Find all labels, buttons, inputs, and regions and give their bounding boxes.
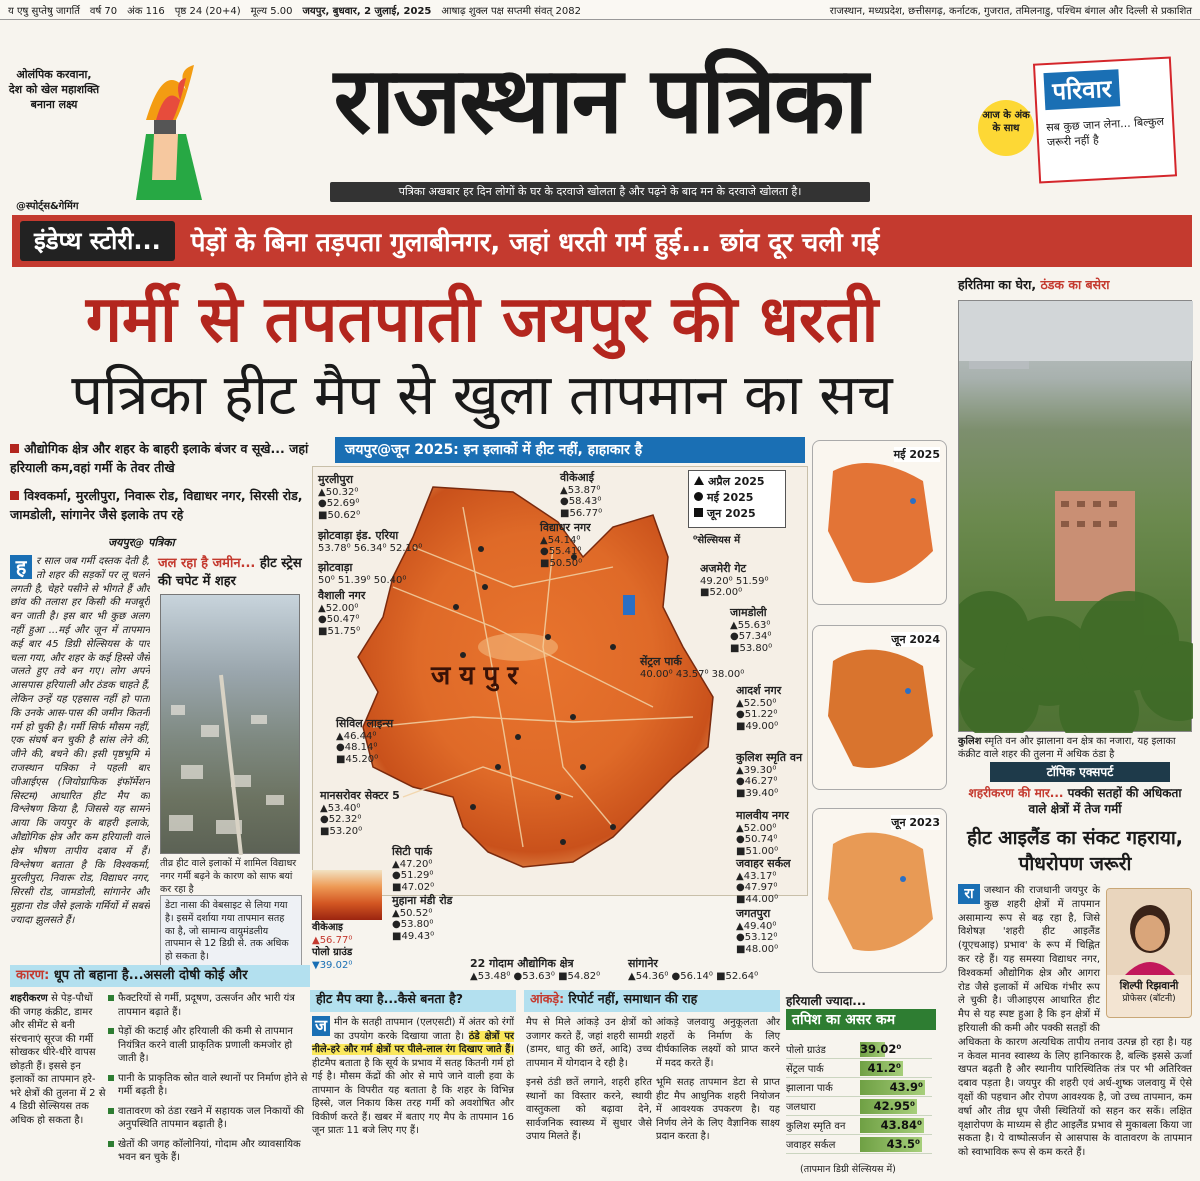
area-label: झोटवाड़ा इंड. एरिया 53.78⁰ 56.34⁰ 52.10⁰ xyxy=(318,529,423,554)
bar-row xyxy=(786,1097,932,1116)
bar-category-label: जवाहर सर्कल xyxy=(786,1140,836,1151)
cause-heading xyxy=(10,965,310,987)
bar: 43.84⁰ xyxy=(860,1118,924,1133)
caption-bold: कुलिश xyxy=(958,736,982,747)
right-drop-cap: रा xyxy=(958,884,980,904)
bullet-2 xyxy=(10,487,310,525)
area-label: वैशाली नगर ▲52.00⁰ ●50.47⁰ ■51.75⁰ xyxy=(318,589,366,637)
expert-avatar xyxy=(1107,889,1192,975)
how-made-highlight: ठंडे क्षेत्रों पर नीले-हरे और गर्म क्षेत्रों पर पीले-लाल रंग दिखाए जाते हैं। xyxy=(312,1030,514,1056)
newspaper-logo[interactable]: राजस्थान पत्रिका xyxy=(333,46,867,154)
heat-island-body xyxy=(958,884,1192,1160)
green-bar-chart xyxy=(786,1040,932,1154)
area-label: वीकेआई ▲53.87⁰ ●58.43⁰ ■56.77⁰ xyxy=(560,471,603,519)
with-issue-badge: आज के अंक के साथ xyxy=(978,100,1034,156)
area-label: जवाहर सर्कल ▲43.17⁰ ●47.97⁰ ■44.00⁰ xyxy=(736,857,791,905)
figures-point: भूमि सतह तापमान डेटा से प्राप्त हीट मैप आधुनिक शहरी नियोजन में आवश्यक उपकरण है। यह निर्णय लेने के लिए वैज्ञानिक साक्ष्य प्रदान करता है। xyxy=(656,1077,780,1143)
map-thumbnail-june-2024[interactable]: जून 2024 xyxy=(812,625,947,790)
map-thumbnail-may-2025[interactable]: मई 2025 xyxy=(812,440,947,605)
bar: 43.9⁰ xyxy=(860,1080,925,1095)
figures-heading xyxy=(524,990,780,1012)
bar-row xyxy=(786,1135,932,1154)
byline: जयपुर@ पत्रिका xyxy=(108,536,175,549)
bar-category-label: कुलिश स्मृति वन xyxy=(786,1121,846,1132)
parivar-brand: परिवार xyxy=(1043,69,1120,110)
green-chart-heading xyxy=(786,992,936,1030)
legend-april: अप्रैल 2025 xyxy=(694,474,780,490)
green-chart-title-b: तपिश का असर कम xyxy=(786,1009,936,1030)
unit-label: ⁰सेल्सियस में xyxy=(693,535,741,546)
area-label: मानसरोवर सेक्टर 5 ▲53.40⁰ ●52.32⁰ ■53.20⁰ xyxy=(320,789,400,837)
expert-name: शिल्पी रिझवानी xyxy=(1119,979,1179,992)
temperature-scale xyxy=(312,870,382,920)
legend-june: जून 2025 xyxy=(694,506,780,522)
topic-sub: पक्की सतहों की अधिकता वाले क्षेत्रों में तेज गर्मी xyxy=(1028,786,1182,816)
bar: 39.02⁰ xyxy=(860,1041,902,1056)
sports-promo-tag: @स्पोर्ट्स&गेमिंग xyxy=(16,201,79,212)
how-made-body xyxy=(312,1016,514,1138)
area-label: अजमेरी गेट 49.20⁰ 51.59⁰ ■52.00⁰ xyxy=(700,562,769,599)
aerial-photo-caption: तीव्र हीट वाले इलाकों में शामिल विद्याधर नगर गर्मी बढ़ने के कारण को साफ बयां कर रहा है xyxy=(160,858,297,895)
bar-category-label: झालाना पार्क xyxy=(786,1083,833,1094)
expert-role: प्रोफेसर (बॉटनी) xyxy=(1122,993,1176,1004)
heat-island-headline[interactable]: हीट आइलैंड का संकट गहराया, पौधरोपण जरूरी xyxy=(966,827,1183,875)
area-label: जामडोली ▲55.63⁰ ●57.34⁰ ■53.80⁰ xyxy=(730,606,773,654)
area-label: सिविल लाइन्स ▲46.44⁰ ●48.14⁰ ■45.20⁰ xyxy=(336,717,394,765)
area-label: सिटी पार्क ▲47.20⁰ ●51.29⁰ ■47.02⁰ xyxy=(392,845,435,893)
lead-article-body xyxy=(10,555,150,955)
figures-col1 xyxy=(526,1016,652,1144)
parivar-card xyxy=(1033,56,1177,183)
cause-point: पेड़ों की कटाई और हरियाली की कमी से तापमान नियंत्रित करने वाली प्राकृतिक प्रणाली कमजोर हो जाती है। xyxy=(108,1025,308,1066)
motto: य एषु सुप्तेषु जागर्ति xyxy=(8,5,80,17)
bar: 41.2⁰ xyxy=(860,1061,903,1076)
date: जयपुर, बुधवार, 2 जुलाई, 2025 xyxy=(302,5,432,17)
cause-title: धूप तो बहाना है...असली दोषी कोई और xyxy=(53,968,248,983)
how-made-heading xyxy=(310,990,516,1012)
expert-box xyxy=(1106,888,1192,1018)
nasa-data-note: डेटा नासा की वेबसाइट से लिया गया है। इसमें दर्शाया गया तापमान सतह का है, जो सामान्य वायुमंडलीय तापमान से 12 डिग्री से. तक अधिक हो सकता है। xyxy=(160,895,302,969)
green-chart-title-a: हरियाली ज्यादा... xyxy=(786,994,866,1008)
bar-category-label: जलधारा xyxy=(786,1102,816,1113)
topic-red: शहरीकरण की मार... xyxy=(968,786,1064,800)
sports-promo-text: ओलंपिक करवाना, देश को खेल महाशक्ति बनाना लक्ष्य xyxy=(8,68,100,111)
inset-title-red: जल रहा है जमीन... xyxy=(158,556,256,571)
figures-col2 xyxy=(656,1016,780,1144)
area-label: मालवीय नगर ▲52.00⁰ ●50.74⁰ ■51.00⁰ xyxy=(736,809,789,857)
bar-row xyxy=(786,1040,932,1059)
area-label: मुरलीपुरा ▲50.32⁰ ●52.69⁰ ■50.62⁰ xyxy=(318,473,361,521)
figures-point: इनसे ठंडी छतें लगाने, शहरी हरित स्थानों का विस्तार करने, स्थायी वास्तुकला को बढ़ावा देने, सार्वजनिक स्वास्थ्य में सुधार जैसे उपाय मिलते हैं। xyxy=(526,1077,652,1143)
city-label: ज य पु र xyxy=(431,661,518,691)
legend-may: मई 2025 xyxy=(694,490,780,506)
bar: 42.95⁰ xyxy=(860,1099,917,1114)
urbanization-text: से पेड़-पौधों की जगह कंक्रीट, डामर और सीमेंट से बनी संरचनाएं सूरज की गर्मी सोखकर धीरे-धीरे वापस छोड़ती हैं। इससे इन इलाकों का तापमान हरे-भरे क्षेत्रों की तुलना में 2 से 4 डिग्री सेल्सियस तक अधिक हो सकता है। xyxy=(10,993,106,1126)
caption-text: स्मृति वन और झालाना वन क्षेत्र का नजारा, यह इलाका कंक्रीट वाले शहर की तुलना में अधिक ठंडा है xyxy=(958,736,1176,761)
urbanization-bold: शहरीकरण xyxy=(10,993,48,1004)
area-label: सांगानेर ▲54.36⁰ ●56.14⁰ ■52.64⁰ xyxy=(628,957,759,982)
year: वर्ष 70 xyxy=(89,5,118,17)
indepth-story-band xyxy=(12,215,1192,267)
issue: अंक 116 xyxy=(127,5,165,17)
bullet-2-text: विश्वकर्मा, मुरलीपुरा, निवारू रोड, विद्याधर नगर, सिरसी रोड, जामडोली, सांगानेर जैसे इलाके तप रहे xyxy=(10,488,303,522)
story-kicker: पेड़ों के बिना तड़पता गुलाबीनगर, जहां धरती गर्म हुई... छांव दूर चली गई xyxy=(190,228,880,258)
main-headline[interactable]: गर्मी से तपतपाती जयपुर की धरती xyxy=(85,283,879,357)
cause-point: वातावरण को ठंडा रखने में सहायक जल निकायों की अनुपस्थिति तापमान बढ़ाती है। xyxy=(108,1105,308,1132)
how-made-text-b: हीटमैप बताता है कि सूर्य के प्रभाव में सतह कितनी गर्म हो गई है। मौसम केंद्रों की ओर से मापे जाने वाली हवा के तापमान के विपरीत यह बताता है कि शहर के विभिन्न हिस्से, जल निकाय किस तरह गर्मी को अवशोषित और विकीर्ण करते हैं। खबर में बताए गए मैप के तापमान 16 जून प्रातः 11 बजे लिए गए हैं। xyxy=(312,1057,514,1137)
tagline: पत्रिका अखबार हर दिन लोगों के घर के दरवाजे खोलता है और पढ़ने के बाद मन के दरवाजे खोलता है। xyxy=(330,182,870,202)
map-legend xyxy=(688,470,786,528)
aerial-city-photo xyxy=(160,594,300,854)
area-label: जगतपुरा ▲49.40⁰ ●53.12⁰ ■48.00⁰ xyxy=(736,907,779,955)
bar-category-label: पोलो ग्राउंड xyxy=(786,1045,826,1056)
area-label: मुहाना मंडी रोड ▲50.52⁰ ●53.80⁰ ■49.43⁰ xyxy=(392,894,453,942)
price: मूल्य 5.00 xyxy=(250,5,293,17)
bar-category-label: सेंट्रल पार्क xyxy=(786,1064,824,1075)
map-thumbnail-june-2023[interactable]: जून 2023 xyxy=(812,808,947,973)
cause-point: पानी के प्राकृतिक स्रोत वाले स्थानों पर निर्माण होने से गर्मी बढ़ती है। xyxy=(108,1072,308,1099)
area-label: कुलिश स्मृति वन ▲39.30⁰ ●46.27⁰ ■39.40⁰ xyxy=(736,751,803,799)
how-made-text-a: मीन के सतही तापमान (एलएसटी) में अंतर को रंगों का उपयोग करके दिखाया जाता है। xyxy=(334,1017,514,1042)
figures-title-red: आंकड़े: xyxy=(530,991,565,1006)
cause-point: खेतों की जगह कॉलोनियां, गोदाम और व्यावसायिक भवन बन चुके हैं। xyxy=(108,1138,308,1165)
area-label: विद्याधर नगर ▲54.14⁰ ●55.41⁰ ■50.50⁰ xyxy=(540,521,591,569)
how-made-drop: ज xyxy=(312,1016,330,1036)
figures-point: मैप से मिले आंकड़े उन क्षेत्रों को उजागर करते हैं, जहां शहरी सामग्री (डामर, धातु की छतें, आदि) उच्च तापमान में योगदान दे रही है। xyxy=(526,1017,652,1069)
forest-photo-caption xyxy=(958,735,1192,761)
torch-illustration xyxy=(116,60,212,200)
parivar-supplement-promo[interactable] xyxy=(978,50,1190,190)
editions: राजस्थान, मध्यप्रदेश, छत्तीसगढ़, कर्नाटक, गुजरात, तमिलनाडु, पश्चिम बंगाल और दिल्ली से प्रकाशित xyxy=(829,5,1192,17)
bar: 43.5⁰ xyxy=(860,1137,922,1152)
drop-cap: ह xyxy=(10,555,32,579)
area-label: 22 गोदाम औद्योगिक क्षेत्र ▲53.48⁰ ●53.63⁰ ■54.82⁰ xyxy=(470,957,601,982)
cause-points xyxy=(108,992,308,1171)
forest-photo xyxy=(958,300,1192,732)
inset-heading xyxy=(158,555,304,590)
top-info-bar xyxy=(0,0,1200,20)
bar-row xyxy=(786,1059,932,1078)
cause-point: फैक्टरियों से गर्मी, प्रदूषण, उत्सर्जन और भारी यंत्र तापमान बढ़ाते हैं। xyxy=(108,992,308,1019)
indepth-label: इंडेप्थ स्टोरी... xyxy=(20,221,175,261)
lead-text: र साल जब गर्मी दस्तक देती है, तो शहर की सड़कों पर लू चलने लगती है, चेहरे पसीने से भीगते हैं और छांव की तलाश हर किसी की मजबूरी बन जाती है। इस बार भी कुछ अलग नहीं हुआ ...मई और जून में तापमान कई बार 45 डिग्री सेल्सियस के पार चला गया, और शहर के कई हिस्से जैसे जलते हुए तवे बन गए। लोग अपने आसपास हरियाली और ठंडक चाहते हैं, लेकिन उन्हें यह एहसास नहीं हो पाता कि उनके आस-पास की जमीन कितनी गर्म हो चुकी है। गर्मी सिर्फ मौसम नहीं, एक संघर्ष बन चुकी है सांस लेने की, जीने की, बचने की। इसी पृष्ठभूमि में राजस्थान पत्रिका ने पहली बार जीआईएस (जियोग्राफिक इंफॉर्मेशन सिस्टम) आधारित हीट मैप का विश्लेषण किया है, जिससे यह सामने आया कि जयपुर के बाहरी इलाके, औद्योगिक क्षेत्र और कम हरियाली वाले क्षेत्र भीषण तापीय दबाव में हैं। विश्लेषण बताता है कि विश्वकर्मा, मुरलीपुरा, निवारू रोड, विद्याधर नगर, सिरसी रोड, जामडोली, सांगानेर और मुहाना रोड जैसे इलाके गर्मियों में सबसे ज्यादा झुलसते हैं। xyxy=(10,556,150,926)
area-label: झोटवाड़ा 50⁰ 51.39⁰ 50.40⁰ xyxy=(318,561,407,586)
bullet-1 xyxy=(10,440,310,478)
urbanization-note xyxy=(10,992,106,1127)
sub-headline: पत्रिका हीट मैप से खुला तापमान का सच xyxy=(71,363,893,428)
figures-point: आंकड़े जलवायु अनुकूलता और शहरों के निर्माण के लिए दीर्घकालिक लक्ष्यों को प्राप्त करने में मदद करते हैं। xyxy=(656,1017,780,1069)
bullet-1-text: औद्योगिक क्षेत्र और शहर के बाहरी इलाके बंजर व सूखे... जहां हरियाली कम,वहां गर्मी के तेवर तीखे xyxy=(10,441,309,475)
pages: पृष्ठ 24 (20+4) xyxy=(174,5,241,17)
green-chart-note: (तापमान डिग्री सेल्सियस में) xyxy=(800,1164,896,1175)
parivar-subtitle: सब कुछ जान लेना... बिल्कुल जरूरी नहीं है xyxy=(1045,114,1165,150)
inset-title: हीट स्ट्रेस की चपेट में शहर xyxy=(158,556,302,589)
scale-labels: वीकेआइ ▲56.77⁰ पोलो ग्राउंड ▼39.02⁰ xyxy=(312,922,353,971)
right-photo-title-b: ठंडक का बसेरा xyxy=(1040,277,1110,292)
area-label: आदर्श नगर ▲52.50⁰ ●51.22⁰ ■49.00⁰ xyxy=(736,684,782,732)
bar-row xyxy=(786,1078,932,1097)
sports-promo[interactable] xyxy=(8,50,220,212)
figures-title: रिपोर्ट नहीं, समाधान की राह xyxy=(568,991,698,1006)
how-made-title: हीट मैप क्या है...कैसे बनता है? xyxy=(316,991,463,1006)
cause-label: कारण: xyxy=(16,968,50,983)
bar-row xyxy=(786,1116,932,1135)
area-label: सेंट्रल पार्क 40.00⁰ 43.57⁰ 38.00⁰ xyxy=(640,655,745,680)
right-body-text: जस्थान की राजधानी जयपुर के कुछ शहरी क्षेत्रों में तापमान असामान्य रूप से बढ़ रहा है, जिसे विशेषज्ञ 'शहरी हीट आइलैंड (यूएचआइ) प्रभाव' के रूप में चिह्नित कर रहे हैं। यह समस्या विद्याधर नगर, विश्वकर्मा औद्योगिक क्षेत्र और आगरा रोड जैसे इलाकों में अधिक गंभीर रूप ले चुकी है। जीआइएस आधारित हीट मैप से यह स्पष्ट हुआ है कि इन क्षेत्रों में हरियाली की कमी और पक्की सतहों की अधिकता के कारण अत्यधिक तापीय तनाव उत्पन्न हो रहा है। यह न केवल मानव स्वास्थ्य के लिए हानिकारक है, बल्कि इससे ऊर्जा खपत बढ़ती है और स्थानीय पारिस्थितिक तंत्र पर भी अतिरिक्त दबाव पड़ता है। जयपुर की शहरी एवं अर्ध-शुष्क जलवायु में ऐसे वृक्षों की पहचान और रोपण आवश्यक है, जो उच्च तापमान, कम वर्षा और तीव्र धूप जैसी स्थितियों को सहन कर सकें। लक्षित वृक्षारोपण के माध्यम से हीट आइलैंड प्रभाव से मुकाबला किया जा सकता है। ये वाष्पोत्सर्जन से आसपास के वातावरण के तापमान को स्वाभाविक रूप से कम करते हैं। xyxy=(958,885,1192,1159)
topic-expert-label: टॉपिक एक्सपर्ट xyxy=(990,762,1170,782)
right-photo-title-a: हरितिमा का घेरा, xyxy=(958,277,1037,292)
samvat: आषाढ़ शुक्ल पक्ष सप्तमी संवत् 2082 xyxy=(441,5,581,17)
right-photo-title xyxy=(958,276,1192,293)
heat-map-title: जयपुर@जून 2025: इन इलाकों में हीट नहीं, हाहाकार है xyxy=(335,437,805,463)
topic-subhead xyxy=(958,786,1192,817)
